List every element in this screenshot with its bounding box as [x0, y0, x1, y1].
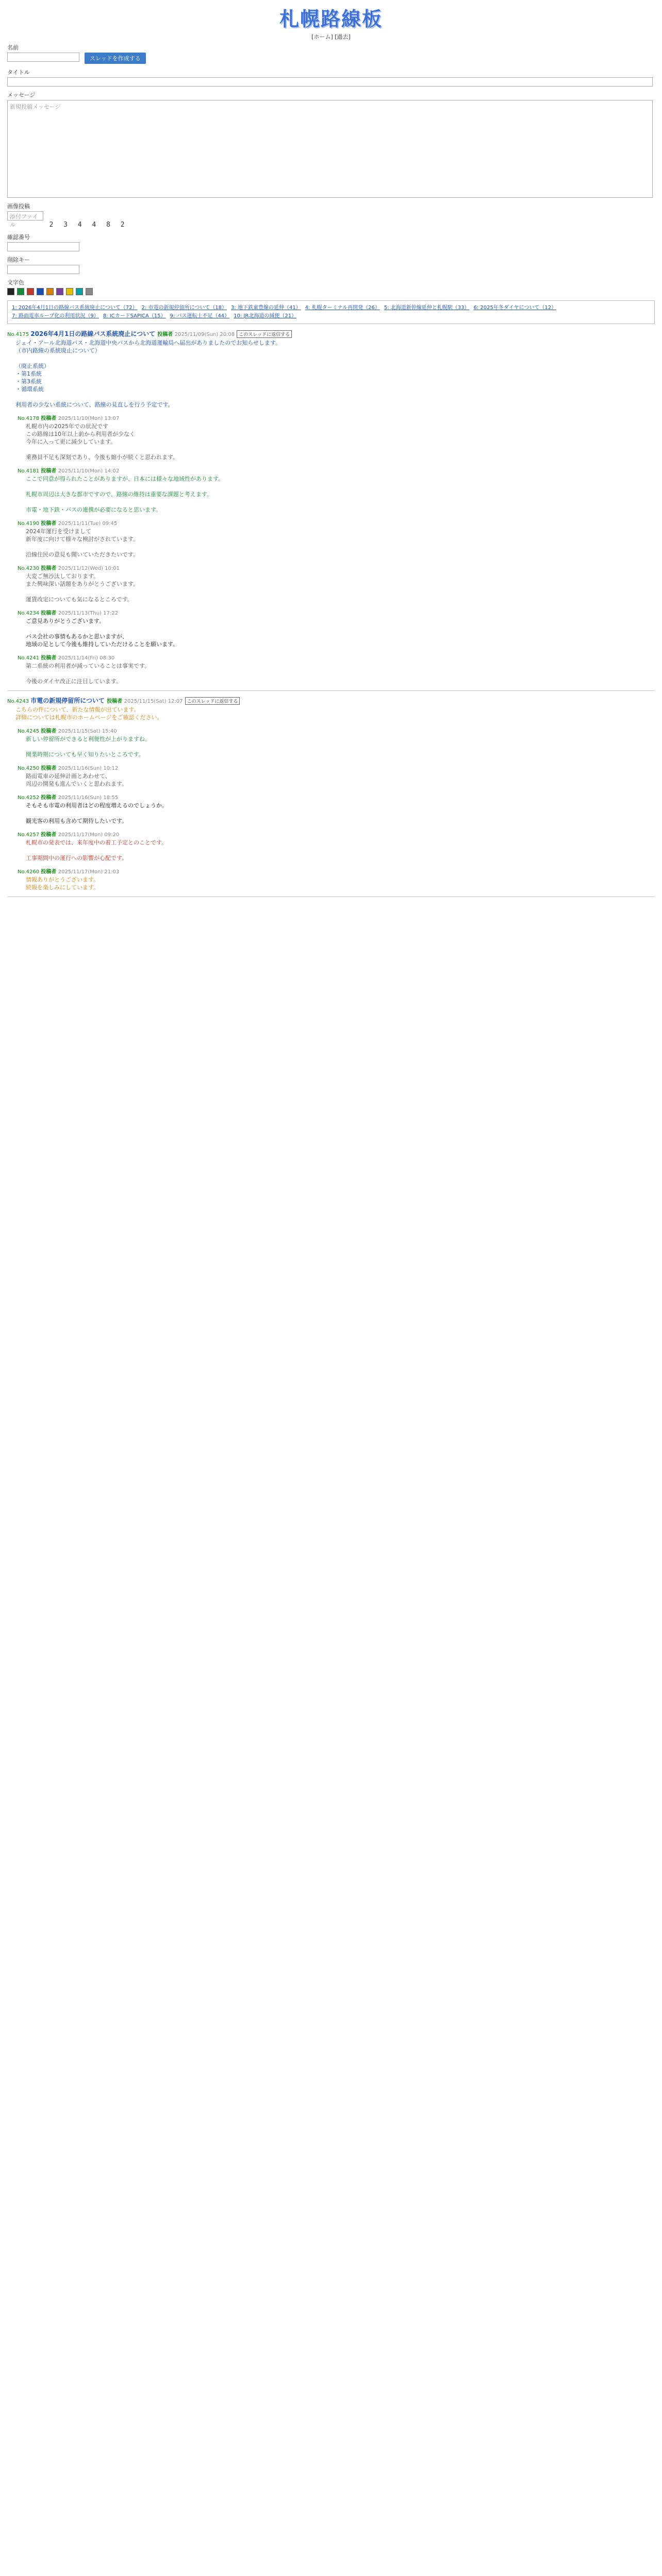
captcha-label: 確認番号 [7, 234, 30, 241]
thread-index-link[interactable]: 8: ICカードSAPICA（15） [103, 313, 166, 319]
post-form [0, 43, 662, 295]
post-meta [18, 466, 655, 474]
post-meta [18, 608, 655, 616]
post [18, 564, 655, 603]
color-picker[interactable] [7, 287, 655, 295]
post-body: 新しい停留所ができると利便性が上がりますね。 開業時期についても早く知りたいところです。 [26, 735, 151, 758]
post-meta [18, 726, 655, 734]
poster-name: 投稿者 [41, 655, 58, 661]
thread-index-link[interactable]: 7: 路面電車ループ化の利用状況（9） [12, 313, 99, 319]
post-number: No.4243 [7, 698, 31, 704]
post [18, 867, 655, 891]
reply-button[interactable]: このスレッドに返信する [185, 697, 240, 705]
post-date: 2025/11/10(Mon) 13:07 [58, 415, 120, 421]
post-body: 第二系統の利用者が減っていることは事実です。 今後のダイヤ改正に注目しています。 [26, 662, 151, 685]
post-date: 2025/11/15(Sat) 15:40 [58, 728, 117, 734]
captcha-input[interactable] [7, 242, 79, 251]
poster-name: 投稿者 [41, 832, 58, 838]
color-swatch[interactable] [56, 288, 63, 295]
message-textarea[interactable]: 新規投稿メッセージ [7, 100, 653, 198]
captcha-value: 2 3 4 4 8 2 [49, 221, 128, 229]
post-number: No.4241 [18, 655, 41, 661]
poster-name: 投稿者 [41, 415, 58, 421]
post-meta [18, 793, 655, 801]
color-swatch[interactable] [7, 288, 14, 295]
site-header [0, 0, 662, 39]
thread [7, 329, 655, 685]
post-number: No.4230 [18, 565, 41, 571]
title-input[interactable] [7, 77, 653, 87]
thread-divider [7, 896, 655, 897]
post [7, 696, 655, 721]
post [18, 466, 655, 514]
thread-index-link[interactable]: 5: 北海道新幹線延伸と札幌駅（33） [384, 304, 470, 311]
thread-index-link[interactable]: 6: 2025年冬ダイヤについて（12） [473, 304, 557, 311]
attach-label: 画像投稿 [7, 203, 30, 210]
color-swatch[interactable] [46, 288, 54, 295]
poster-name: 投稿者 [41, 728, 58, 734]
post-number: No.4178 [18, 415, 41, 421]
post-number: No.4181 [18, 468, 41, 474]
post [18, 726, 655, 758]
post-body: ジェイ・アール北海道バス・北海道中央バスから北海道運輸局へ届出がありましたのでお知らせします。 （市内路線の系統廃止について） （廃止系統） ・第1系統 ・第3系統 ・循環系統 利用者の少ない系統について、路線の見直しを行う予定です。 [15, 339, 282, 408]
color-swatch[interactable] [66, 288, 73, 295]
poster-name: 投稿者 [41, 765, 58, 771]
poster-name: 投稿者 [41, 610, 58, 616]
post-date: 2025/11/16(Sun) 10:12 [58, 765, 119, 771]
poster-name: 投稿者 [157, 331, 175, 337]
thread-index-link[interactable]: 10: JR北海道の減便（21） [234, 313, 297, 319]
post [18, 519, 655, 558]
post-body: そもそも市電の利用者はどの程度増えるのでしょうか。 観光客の利用も含めて期待したいです。 [26, 802, 168, 824]
post-date: 2025/11/11(Tue) 09:45 [58, 520, 118, 527]
thread-index-link[interactable]: 3: 地下鉄東豊線の延伸（41） [231, 304, 301, 311]
post-body: 札幌市内の2025年での状況です この路線は10年以上前から利用者が少なく 今年に入って更に減少しています。 乗務員不足も深刻であり、今後も縮小が続くと思われます。 [26, 422, 179, 461]
name-label: 名前 [7, 44, 19, 51]
post-date: 2025/11/15(Sat) 12:07 [124, 698, 183, 704]
post [18, 793, 655, 825]
post-date: 2025/11/17(Mon) 21:03 [58, 869, 120, 875]
submit-button[interactable]: スレッドを作成する [85, 53, 146, 64]
thread-index [7, 300, 655, 324]
reply-button[interactable]: このスレッドに返信する [237, 330, 292, 338]
post-meta [18, 564, 655, 571]
post-meta [18, 867, 655, 875]
thread-title: 2026年4月1日の路線バス系統廃止について [30, 330, 158, 337]
post-date: 2025/11/14(Fri) 08:30 [58, 655, 115, 661]
color-swatch[interactable] [17, 288, 24, 295]
post [18, 414, 655, 461]
site-logo[interactable]: 札幌路線板 [279, 7, 383, 30]
post-body: ご意見ありがとうございます。 バス会社の事情もあるかと思いますが、 地域の足として今後も維持していただけることを願います。 [26, 617, 179, 648]
title-label: タイトル [7, 69, 30, 76]
poster-name: 投稿者 [41, 794, 58, 801]
poster-name: 投稿者 [41, 468, 58, 474]
post-body: こちらの件について、新たな情報が出ています。 詳細については札幌市のホームページをご確認ください。 [15, 706, 163, 721]
post-number: No.4252 [18, 794, 41, 801]
post-body: ここで同意が得られたことがありますが、日本には様々な地域性があります。 札幌市周辺は大きな都市ですので、路線の維持は重要な課題と考えます。 市電・地下鉄・バスの連携が必要になると思います。 [26, 475, 224, 513]
thread [7, 696, 655, 891]
color-swatch[interactable] [37, 288, 44, 295]
post-body: 2024年運行を受けまして 新年度に向けて様々な検討がされています。 沿線住民の意見も聞いていただきたいです。 [26, 528, 139, 558]
thread-index-link[interactable]: 9: バス運転士不足（44） [170, 313, 230, 319]
thread-list [0, 329, 662, 897]
post-number: No.4234 [18, 610, 41, 616]
post [18, 608, 655, 648]
post-number: No.4190 [18, 520, 41, 527]
post-meta [18, 764, 655, 771]
thread-divider [7, 690, 655, 691]
post-number: No.4175 [7, 331, 31, 337]
poster-name: 投稿者 [41, 565, 58, 571]
post [18, 830, 655, 862]
post-number: No.4245 [18, 728, 41, 734]
header-nav[interactable]: [ホーム] [過去] [311, 33, 351, 40]
thread-index-link[interactable]: 2: 市電の新規停留所について（18） [141, 304, 227, 311]
post-date: 2025/11/17(Mon) 09:20 [58, 832, 120, 838]
post-body: 路面電車の延伸計画とあわせて、 周辺の開発も進んでいくと思われます。 [26, 772, 128, 787]
post-meta [18, 830, 655, 838]
poster-name: 投稿者 [107, 698, 124, 704]
file-input[interactable] [7, 211, 655, 229]
post [18, 653, 655, 685]
message-label: メッセージ [7, 92, 36, 98]
post-meta [7, 329, 655, 338]
color-swatch[interactable] [76, 288, 83, 295]
post-date: 2025/11/16(Sun) 18:55 [58, 794, 119, 801]
post-date: 2025/11/13(Thu) 17:22 [58, 610, 118, 616]
post [7, 329, 655, 409]
post-body: 札幌市の発表では、来年度中の着工予定とのことです。 工事期間中の運行への影響が心配です。 [26, 839, 168, 861]
post-date: 2025/11/10(Mon) 14:02 [58, 468, 120, 474]
post-number: No.4257 [18, 832, 41, 838]
post-meta [18, 414, 655, 421]
poster-name: 投稿者 [41, 520, 58, 527]
color-label: 文字色 [7, 279, 24, 286]
poster-name: 投稿者 [41, 869, 58, 875]
post-meta [7, 696, 655, 705]
thread-title: 市電の新規停留所について [30, 697, 107, 704]
thread-index-link[interactable]: 4: 札幌ターミナル再開発（26） [305, 304, 380, 311]
password-input[interactable] [7, 265, 79, 274]
password-label: 削除キー [7, 257, 30, 263]
post [18, 764, 655, 788]
post-meta [18, 519, 655, 527]
name-input[interactable] [7, 53, 79, 62]
post-date: 2025/11/12(Wed) 10:01 [58, 565, 120, 571]
thread-index-link[interactable]: 1: 2026年4月1日の路線バス系統廃止について（72） [12, 304, 138, 311]
post-date: 2025/11/09(Sun) 20:08 [174, 331, 235, 337]
post-number: No.4250 [18, 765, 41, 771]
file-choose-button[interactable]: 添付ファイル [7, 211, 43, 221]
post-body: 大変ご無沙汰しております。 また興味深い話題をありがとうございます。 運賃改定についても気になるところです。 [26, 572, 139, 603]
color-swatch[interactable] [86, 288, 93, 295]
color-swatch[interactable] [27, 288, 34, 295]
post-number: No.4260 [18, 869, 41, 875]
post-body: 情報ありがとうございます。 続報を楽しみにしています。 [26, 876, 100, 891]
post-meta [18, 653, 655, 661]
